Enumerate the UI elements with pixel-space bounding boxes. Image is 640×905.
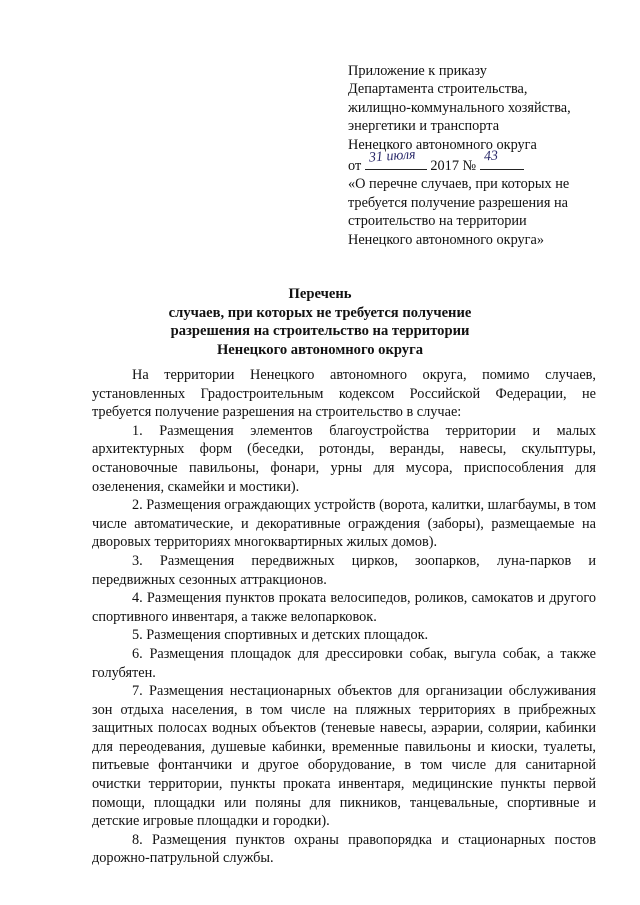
subject-line: «О перечне случаев, при которых не	[348, 176, 570, 193]
list-item: 2. Размещения ограждающих устройств (ворота, калитки, шлагбаумы, в том числе автоматические, и декоративные ограждения (заборы), размещаемые на дворовых территориях многоквартирных жилых домов).	[92, 497, 596, 551]
list-item: 5. Размещения спортивных и детских площадок.	[132, 627, 429, 644]
list-item: 6. Размещения площадок для дрессировки собак, выгула собак, а также голубятен.	[92, 645, 596, 681]
intro-paragraph: На территории Ненецкого автономного округа, помимо случаев, установленных Градостроительным кодексом Российской Федерации, не требуется получение разрешения на строительство в случае:	[92, 367, 596, 421]
appendix-line: Департамента строительства,	[348, 81, 528, 98]
title-line: разрешения на строительство на территории	[170, 323, 470, 340]
year-number-label: 2017 №	[430, 158, 477, 175]
handwritten-number: 43	[483, 148, 499, 165]
appendix-line: жилищно-коммунального хозяйства,	[348, 99, 571, 116]
title-line: случаев, при которых не требуется получение	[168, 304, 472, 321]
list-item: 7. Размещения нестационарных объектов для организации обслуживания зон отдыха населения, в том числе на пляжных территориях в прибрежных защитных полосах водных объектов (теневые навесы, аэрарии, солярии, кабинки для переодевания, душевые кабинки, временные павильоны и киоски, туалеты, питьевые фонтанчики и другое оборудование, в том числе для санитарной очистки территории, пункты проката инвентаря, медицинские пункты первой помощи, площадки или поляны для пикников, танцевальные, спортивные и детские игровые площадки и городки).	[92, 683, 596, 830]
date-prefix: от	[348, 158, 362, 175]
appendix-line: Ненецкого автономного округа	[348, 136, 537, 153]
title-line: Ненецкого автономного округа	[216, 341, 424, 358]
handwritten-date-field	[365, 147, 427, 170]
order-date-line	[348, 147, 618, 175]
list-item: 8. Размещения пунктов охраны правопорядка и стационарных постов дорожно-патрульной службы.	[92, 831, 596, 867]
list-item: 3. Размещения передвижных цирков, зоопарков, луна-парков и передвижных сезонных аттракционов.	[92, 552, 596, 588]
document-title	[60, 285, 580, 359]
list-item: 1. Размещения элементов благоустройства территории и малых архитектурных форм (беседки, ротонды, веранды, навесы, скульптуры, остановочные павильоны, фонари, урны для мусора, приспособления для озеленения, скамейки и мостики).	[92, 422, 596, 495]
subject-line: строительство на территории	[348, 213, 527, 230]
subject-line: требуется получение разрешения на	[348, 194, 568, 211]
appendix-header	[348, 62, 618, 249]
document-body	[92, 366, 596, 868]
handwritten-number-field	[480, 148, 524, 170]
list-item: 4. Размещения пунктов проката велосипедов, роликов, самокатов и другого спортивного инвентаря, а также велопарковок.	[92, 590, 596, 625]
handwritten-date: 31 июля	[368, 147, 416, 166]
title-line: Перечень	[288, 286, 352, 302]
subject-line: Ненецкого автономного округа»	[348, 231, 545, 248]
appendix-line: Приложение к приказу	[348, 63, 487, 79]
appendix-line: энергетики и транспорта	[348, 118, 500, 135]
